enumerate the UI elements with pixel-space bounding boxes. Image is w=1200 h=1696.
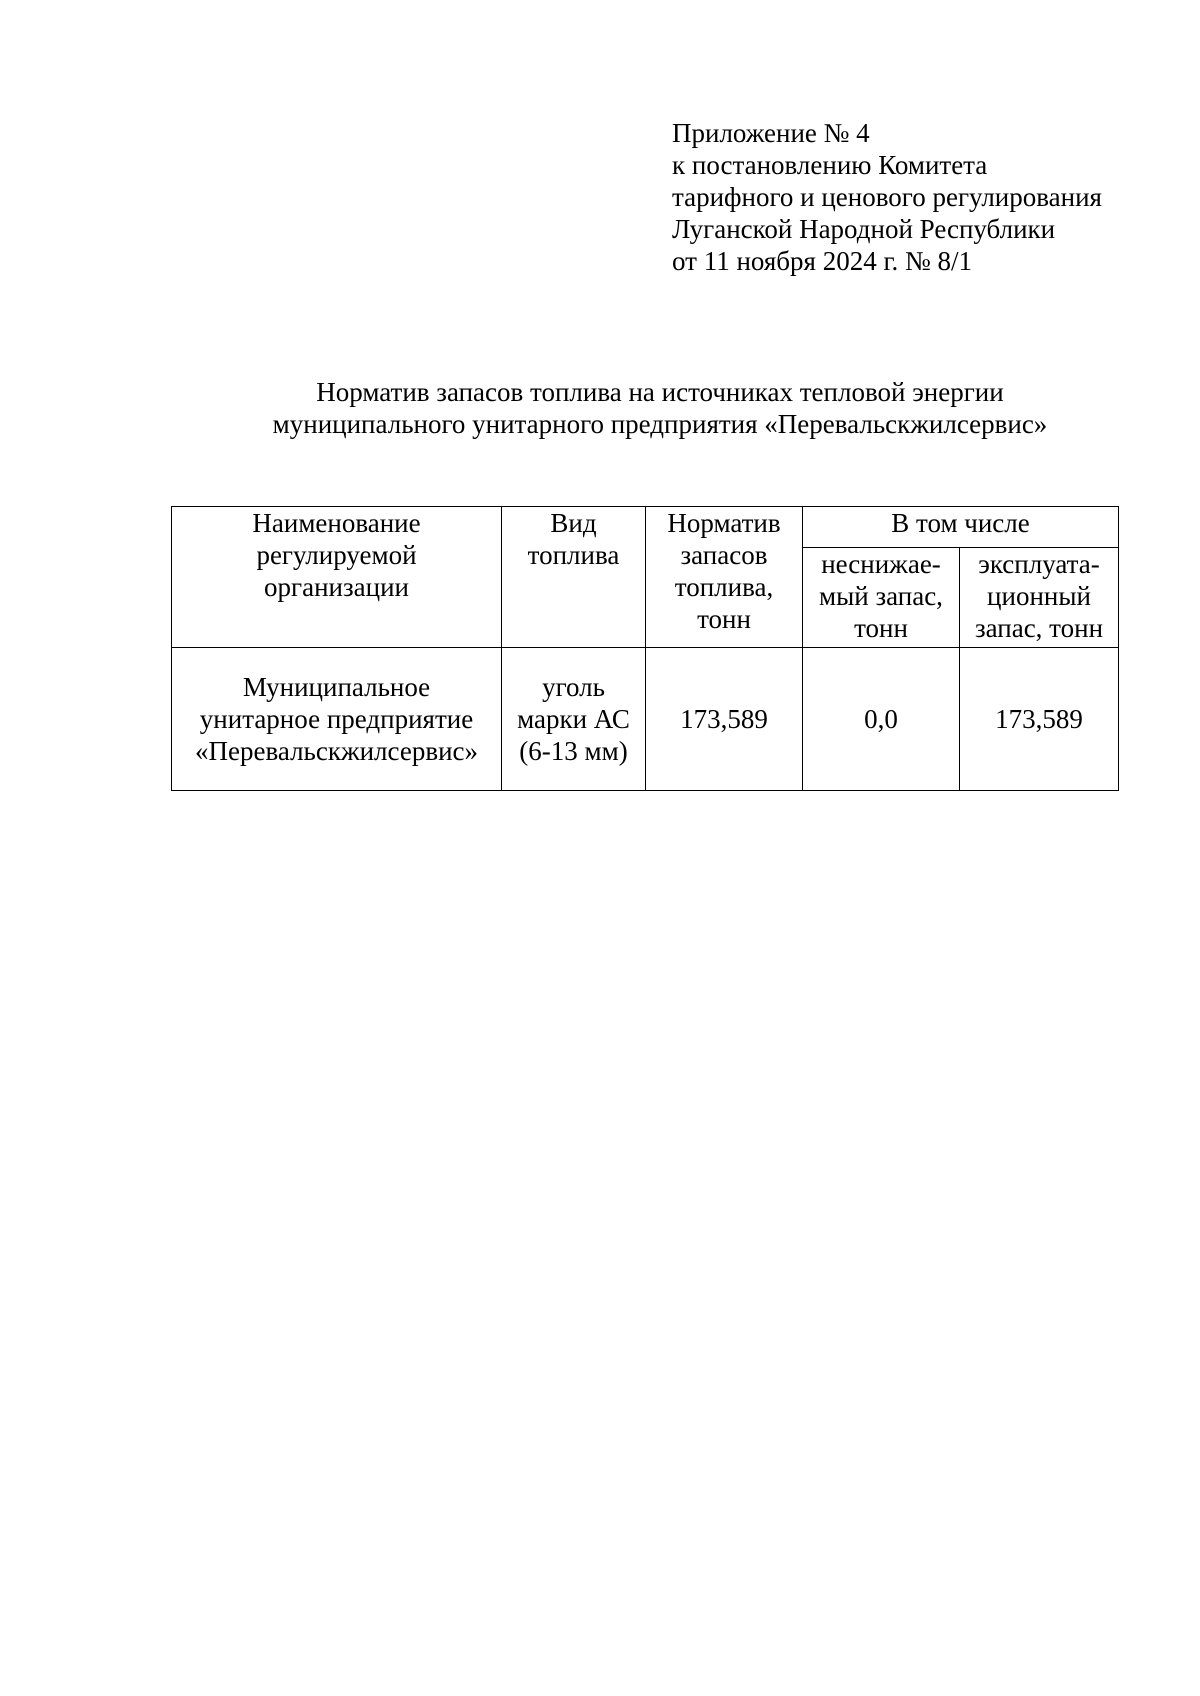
- table-header-row: [172, 507, 1119, 548]
- appendix-line: Приложение № 4: [672, 118, 870, 148]
- title-line: Норматив запасов топлива на источниках тепловой энергии: [316, 377, 1004, 407]
- header-including: В том числе: [803, 507, 1119, 548]
- title-line: муниципального унитарного предприятия «Перевальскжилсервис»: [272, 409, 1048, 439]
- header-fuel-type: Вид топлива: [502, 507, 646, 648]
- cell-operational: 173,589: [960, 648, 1119, 791]
- appendix-block: [672, 117, 1102, 277]
- cell-norm: 173,589: [646, 648, 803, 791]
- cell-fuel-type: уголь марки АС (6-13 мм): [502, 648, 646, 791]
- header-operational: эксплуата- ционный запас, тонн: [960, 548, 1119, 648]
- appendix-line: от 11 ноября 2024 г. № 8/1: [672, 246, 972, 276]
- appendix-line: тарифного и ценового регулирования: [672, 182, 1102, 212]
- appendix-line: Луганской Народной Республики: [672, 214, 1056, 244]
- header-norm: Норматив запасов топлива, тонн: [646, 507, 803, 648]
- table-row: [172, 648, 1119, 791]
- cell-irreducible: 0,0: [803, 648, 960, 791]
- fuel-reserve-table: [171, 506, 1119, 791]
- header-organization: Наименование регулируемой организации: [172, 507, 502, 648]
- appendix-line: к постановлению Комитета: [672, 150, 988, 180]
- header-irreducible: неснижае- мый запас, тонн: [803, 548, 960, 648]
- document-title: [160, 376, 1160, 440]
- cell-organization: Муниципальное унитарное предприятие «Перевальскжилсервис»: [172, 648, 502, 791]
